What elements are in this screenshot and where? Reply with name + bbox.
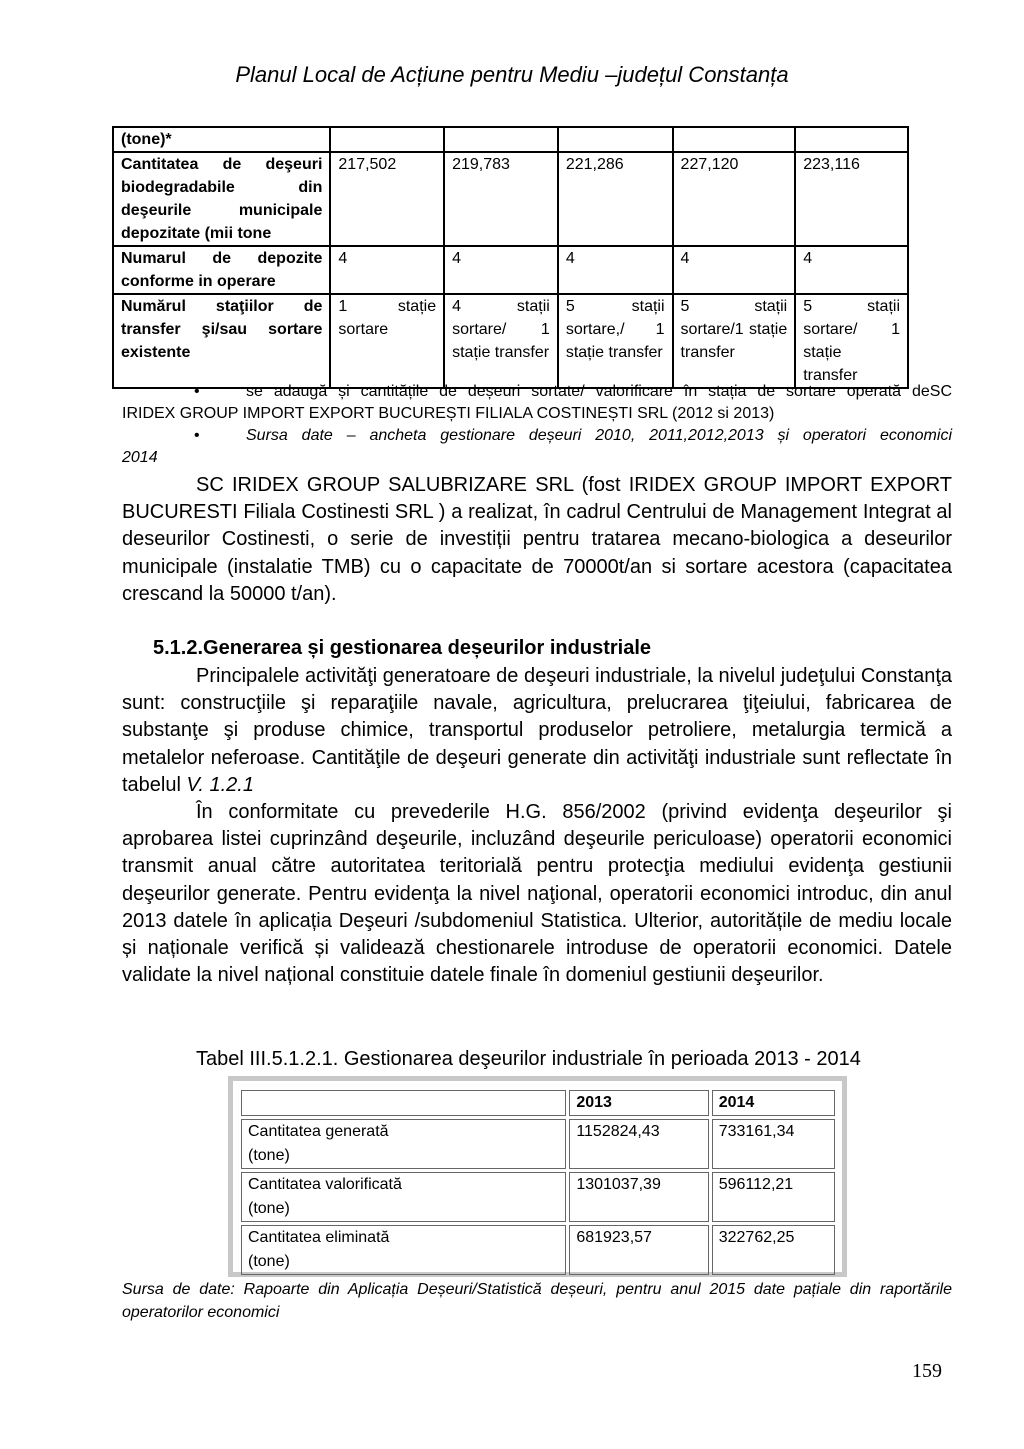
table-row bbox=[113, 152, 908, 246]
header-cell bbox=[241, 1090, 566, 1116]
bullet-icon: • bbox=[194, 427, 200, 444]
table-cell: 217,502 bbox=[330, 152, 444, 246]
table-cell: 227,120 bbox=[673, 152, 796, 246]
page-header-title: Planul Local de Acțiune pentru Mediu –județul Constanța bbox=[235, 62, 789, 87]
label-unit: (tone) bbox=[248, 1147, 290, 1164]
page-number: 159 bbox=[912, 1360, 942, 1382]
municipal-waste-table bbox=[112, 126, 909, 389]
row-label: Numarul de depozite conforme in operare bbox=[113, 246, 330, 294]
table-row bbox=[241, 1119, 835, 1169]
value-2014: 322762,25 bbox=[712, 1225, 835, 1275]
table-row bbox=[113, 127, 908, 152]
table-row bbox=[241, 1172, 835, 1222]
table-cell: 5 stații sortare,/ 1 stație transfer bbox=[558, 294, 673, 388]
industrial-waste-table bbox=[238, 1087, 838, 1278]
note-text: se adaugă și cantitățile de deșeuri sortate/ valorificare în stația de sortare operată deSC bbox=[246, 383, 952, 400]
header-cell: 2014 bbox=[712, 1090, 835, 1116]
paragraph-text: SC IRIDEX GROUP SALUBRIZARE SRL (fost IRIDEX GROUP IMPORT EXPORT BUCURESTI Filiala Costinesti SRL ) a realizat, în cadrul Centrului de Management Integrat al deseurilor Costinesti, o serie de investiții pentru tratarea mecano-biologica a deseurilor municipale (instalatie TMB) cu o capacitate de 70000t/an si sortare acestora (capacitatea crescand la 50000 t/an). bbox=[122, 474, 952, 605]
table-cell: 1 stație sortare bbox=[330, 294, 444, 388]
table-cell: 4 bbox=[795, 246, 908, 294]
label-line: Cantitatea generată bbox=[248, 1123, 389, 1140]
table-cell bbox=[795, 127, 908, 152]
row-label: (tone)* bbox=[113, 127, 330, 152]
row-label bbox=[241, 1225, 566, 1275]
value-2014: 733161,34 bbox=[712, 1119, 835, 1169]
note-line: 2014 bbox=[122, 449, 158, 466]
label-line: Cantitatea eliminată bbox=[248, 1229, 390, 1246]
row-label: Numărul staţiilor de transfer şi/sau sortare existente bbox=[113, 294, 330, 388]
note-line bbox=[122, 425, 952, 447]
table-cell: 4 bbox=[558, 246, 673, 294]
data-source-note: Sursa de date: Rapoarte din Aplicația Deșeuri/Statistică deșeuri, pentru anul 2015 date pațiale din raportările operatorilor economici bbox=[122, 1281, 952, 1321]
value-2014: 596112,21 bbox=[712, 1172, 835, 1222]
note-line bbox=[122, 381, 952, 403]
section-heading: 5.1.2.Generarea și gestionarea deșeurilor industriale bbox=[153, 637, 651, 659]
table-header-row bbox=[241, 1090, 835, 1116]
value-2013: 1152824,43 bbox=[569, 1119, 708, 1169]
table-cell: 5 stații sortare/1 stație transfer bbox=[673, 294, 796, 388]
paragraph-text bbox=[122, 663, 952, 799]
table-cell: 221,286 bbox=[558, 152, 673, 246]
table-caption: Tabel III.5.1.2.1. Gestionarea deşeurilor industriale în perioada 2013 - 2014 bbox=[196, 1048, 861, 1070]
paragraph-iridex bbox=[122, 472, 952, 608]
table-cell: 4 bbox=[444, 246, 558, 294]
header-cell: 2013 bbox=[569, 1090, 708, 1116]
label-unit: (tone) bbox=[248, 1253, 290, 1270]
table-reference: V. 1.2.1 bbox=[186, 773, 254, 796]
table-row bbox=[241, 1225, 835, 1275]
table-row bbox=[113, 294, 908, 388]
value-2013: 681923,57 bbox=[569, 1225, 708, 1275]
paragraph-text: În conformitate cu prevederile H.G. 856/2002 (privind evidenţa deşeurilor şi aprobarea listei cuprinzând deşeurile, incluzând deşeurile periculoase) operatorii economici transmit anual către autoritatea teritorială pentru protecţia mediului evidenţa gestiunii deşeurilor generate. Pentru evidenţa la nivel naţional, operatorii economici introduc, din anul 2013 datele în aplicația Deşeuri /subdomeniul Statistica. Ulterior, autoritățile de mediu locale și naționale verifică și validează chestionarele introduse de operatorii economici. Datele validate la nivel național constituie datele finale în domeniul gestiunii deşeurilor. bbox=[122, 801, 952, 987]
table-cell: 4 bbox=[330, 246, 444, 294]
value-2013: 1301037,39 bbox=[569, 1172, 708, 1222]
row-label bbox=[241, 1119, 566, 1169]
bullet-icon: • bbox=[194, 383, 200, 400]
note-text: Sursa date – ancheta gestionare deșeuri 2010, 2011,2012,2013 și operatori economici bbox=[246, 427, 952, 444]
table-cell: 4 stații sortare/ 1 stație transfer bbox=[444, 294, 558, 388]
table-cell bbox=[558, 127, 673, 152]
table-cell bbox=[330, 127, 444, 152]
industrial-waste-table-frame bbox=[228, 1076, 847, 1277]
note-line: IRIDEX GROUP IMPORT EXPORT BUCUREȘTI FILIALA COSTINEȘTI SRL (2012 si 2013) bbox=[122, 405, 775, 422]
paragraph-body: Principalele activităţi generatoare de deşeuri industriale, la nivelul judeţului Constanţa sunt: construcţiile şi reparaţiile navale, agricultura, prelucrarea ţiţeiului, fabricarea de substanţe şi produse chimice, transportul produselor petroliere, metalurgia termică a metalelor neferoase. Cantităţile de deşeuri generate din activităţi industriale sunt reflectate în tabelul bbox=[122, 665, 953, 796]
label-line: Cantitatea valorificată bbox=[248, 1176, 402, 1193]
table-notes bbox=[122, 381, 952, 469]
table-cell bbox=[444, 127, 558, 152]
row-label: Cantitatea de deşeuri biodegradabile din deşeurile municipale depozitate (mii tone bbox=[113, 152, 330, 246]
table-cell: 5 stații sortare/ 1 stație transfer bbox=[795, 294, 908, 388]
label-unit: (tone) bbox=[248, 1200, 290, 1217]
paragraph-activities bbox=[122, 663, 952, 989]
table-cell: 219,783 bbox=[444, 152, 558, 246]
table-cell: 4 bbox=[673, 246, 796, 294]
row-label bbox=[241, 1172, 566, 1222]
table-cell bbox=[673, 127, 796, 152]
table-cell: 223,116 bbox=[795, 152, 908, 246]
table-row bbox=[113, 246, 908, 294]
